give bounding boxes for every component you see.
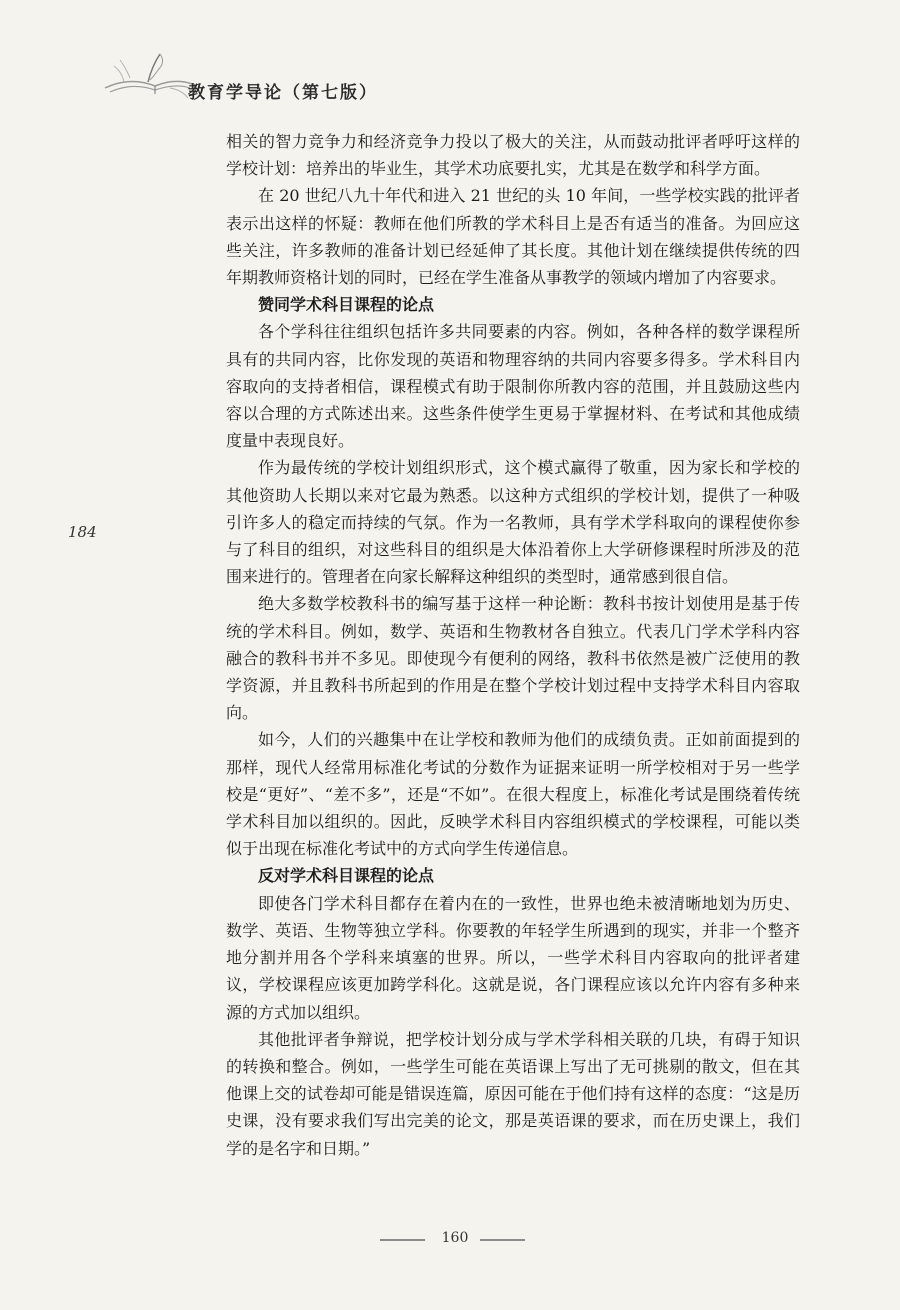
footer-page-number: 160 <box>441 1230 469 1246</box>
page-footer <box>380 1230 530 1250</box>
running-header <box>100 48 400 108</box>
margin-page-number: 184 <box>68 523 97 541</box>
paragraph: 在 20 世纪八九十年代和进入 21 世纪的头 10 年间，一些学校实践的批评者表示出这样的怀疑：教师在他们所教的学术科目上是否有适当的准备。为回应这些关注，许多教师的准备计划已经延伸了其长度。其他计划在继续提供传统的四年期教师资格计划的同时，已经在学生准备从事教学的领域内增加了内容要求。 <box>226 186 800 288</box>
paragraph: 其他批评者争辩说，把学校计划分成与学术学科相关联的几块，有碍于知识的转换和整合。例如，一些学生可能在英语课上写出了无可挑剔的散文，但在其他课上交的试卷却可能是错误连篇，原因可能在于他们持有这样的态度：“这是历史课，没有要求我们写出完美的论文，那是英语课的要求，而在历史课上，我们学的是名字和日期。” <box>226 1029 800 1158</box>
paragraph: 各个学科往往组织包括许多共同要素的内容。例如，各种各样的数学课程所具有的共同内容，比你发现的英语和物理容纳的共同内容要多得多。学术科目内容取向的支持者相信，课程模式有助于限制你所教内容的范围，并且鼓励这些内容以合理的方式陈述出来。这些条件使学生更易于掌握材料、在考试和其他成绩度量中表现良好。 <box>226 322 800 451</box>
paragraph: 作为最传统的学校计划组织形式，这个模式赢得了敬重，因为家长和学校的其他资助人长期以来对它最为熟悉。以这种方式组织的学校计划，提供了一种吸引许多人的稳定而持续的气氛。作为一名教师，具有学术学科取向的课程使你参与了科目的组织，对这些科目的组织是大体沿着你上大学研修课程时所涉及的范围来进行的。管理者在向家长解释这种组织的类型时，通常感到很自信。 <box>226 458 800 587</box>
paragraph: 即使各门学术科目都存在着内在的一致性，世界也绝未被清晰地划为历史、数学、英语、生物等独立学科。你要教的年轻学生所遇到的现实，并非一个整齐地分割并用各个学科来填塞的世界。所以，一些学术科目内容取向的批评者建议，学校课程应该更加跨学科化。这就是说，各门课程应该以允许内容有多种来源的方式加以组织。 <box>226 893 800 1022</box>
section-heading: 反对学术科目课程的论点 <box>258 866 435 886</box>
section-heading: 赞同学术科目课程的论点 <box>258 295 435 315</box>
body-text <box>226 128 800 1162</box>
paragraph: 绝大多数学校教科书的编写基于这样一种论断：教科书按计划使用是基于传统的学术科目。例如，数学、英语和生物教材各自独立。代表几门学术学科内容融合的教科书并不多见。即使现今有便利的网络，教科书依然是被广泛使用的教学资源，并且教科书所起到的作用是在整个学校计划过程中支持学术科目内容取向。 <box>226 594 800 723</box>
footer-rule <box>380 1239 425 1241</box>
header-title: 教育学导论（第七版） <box>188 83 378 103</box>
footer-rule <box>480 1239 525 1241</box>
paragraph: 相关的智力竞争力和经济竞争力投以了极大的关注，从而鼓动批评者呼吁这样的学校计划：培养出的毕业生，其学术功底要扎实，尤其是在数学和科学方面。 <box>226 132 800 179</box>
paragraph: 如今，人们的兴趣集中在让学校和教师为他们的成绩负责。正如前面提到的那样，现代人经常用标准化考试的分数作为证据来证明一所学校相对于另一些学校是“更好”、“差不多”，还是“不如”。在很大程度上，标准化考试是围绕着传统学术科目加以组织的。因此，反映学术科目内容组织模式的学校课程，可能以类似于出现在标准化考试中的方式向学生传递信息。 <box>226 730 800 859</box>
book-quill-ornament-icon <box>100 48 195 103</box>
